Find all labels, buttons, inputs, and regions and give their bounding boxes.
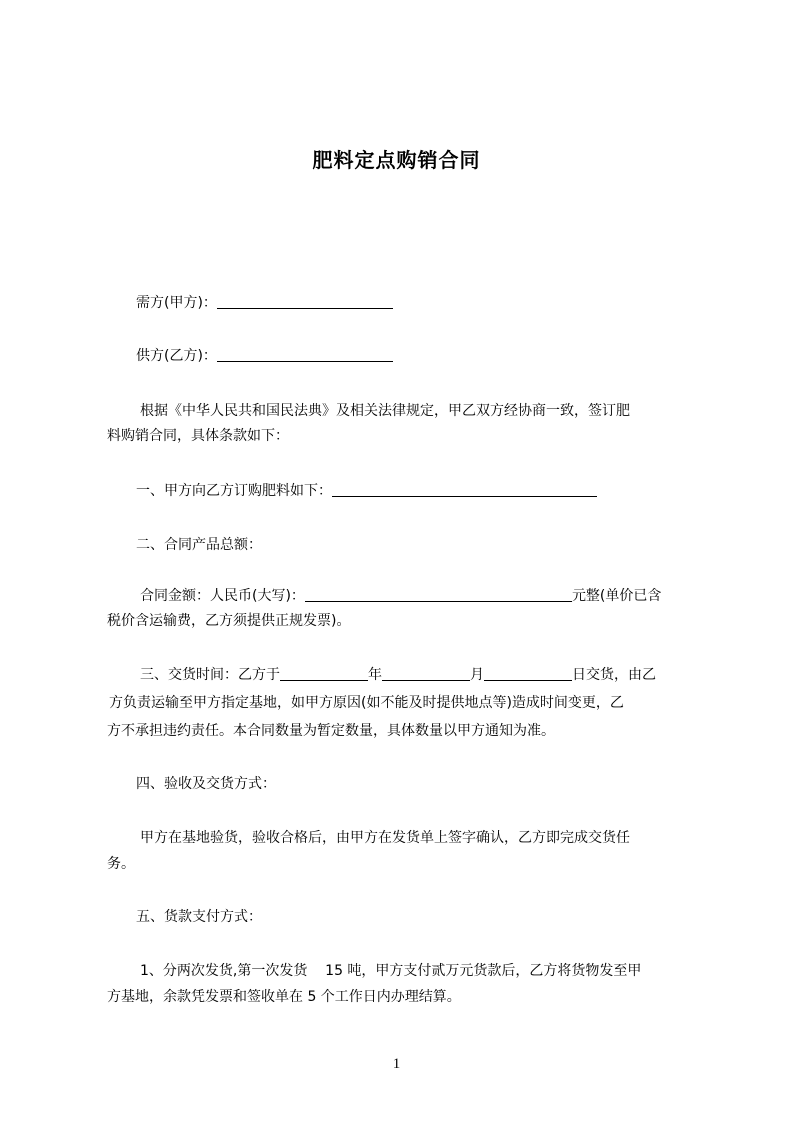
seller-label: 供方(乙方)： [136, 348, 217, 364]
section-2-heading: 二、合同产品总额： [136, 537, 262, 553]
amount-line [140, 585, 661, 605]
month-blank [382, 666, 470, 681]
section-1 [136, 480, 597, 500]
year-label: 年 [368, 667, 382, 683]
seller-blank [217, 347, 393, 362]
seller-line [136, 345, 393, 365]
section-3-line-2: 方负责运输至甲方指定基地，如甲方原因(如不能及时提供地点等)造成时间变更，乙 [109, 695, 624, 711]
year-blank [280, 666, 368, 681]
amount-suffix: 元整(单价已含 [571, 588, 662, 604]
section-5-item-1-line-2: 方基地，余款凭发票和签收单在 5 个工作日内办理结算。 [107, 989, 461, 1005]
day-suffix: 日交货，由乙 [572, 667, 656, 683]
section-1-label: 一、甲方向乙方订购肥料如下： [136, 483, 332, 499]
intro-line-2: 料购销合同，具体条款如下： [107, 428, 289, 444]
section-5-item-1-line-1: 1、分两次发货,第一次发货 15 吨，甲方支付贰万元货款后，乙方将货物发至甲 [140, 963, 642, 979]
section-5-heading: 五、货款支付方式： [136, 909, 262, 925]
buyer-blank [217, 294, 393, 309]
section-4-line-1: 甲方在基地验货，验收合格后，由甲方在发货单上签字确认，乙方即完成交货任 [140, 830, 630, 846]
buyer-line [136, 292, 393, 312]
amount-blank [305, 587, 572, 602]
page-title: 肥料定点购销合同 [312, 148, 481, 172]
intro-line-1: 根据《中华人民共和国民法典》及相关法律规定，甲乙双方经协商一致，签订肥 [140, 403, 630, 419]
section-1-blank [332, 482, 597, 497]
section-3-line-3: 方不承担违约责任。本合同数量为暂定数量，具体数量以甲方通知为准。 [107, 723, 555, 739]
buyer-label: 需方(甲方)： [136, 295, 217, 311]
section-4-line-2: 务。 [107, 856, 135, 872]
section-4-heading: 四、验收及交货方式： [136, 776, 276, 792]
amount-prefix: 合同金额：人民币(大写)： [140, 588, 305, 604]
page-number: 1 [392, 1056, 401, 1072]
section-3-line-1 [140, 664, 656, 684]
section-3-prefix: 三、交货时间：乙方于 [140, 667, 280, 683]
amount-line-2: 税价含运输费，乙方须提供正规发票)。 [107, 613, 351, 629]
month-label: 月 [470, 667, 484, 683]
day-blank [484, 666, 572, 681]
